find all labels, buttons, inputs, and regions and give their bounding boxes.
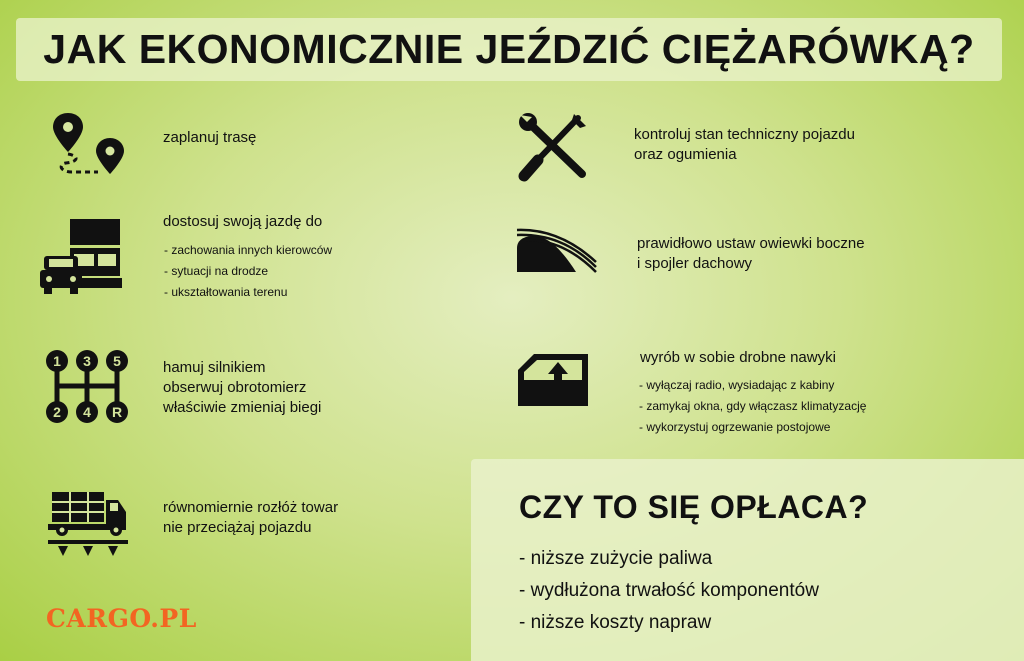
gear-label: 3 <box>83 353 91 369</box>
tip-spoiler-text <box>637 234 865 274</box>
wrench-screwdriver-icon <box>518 112 592 182</box>
truck-and-car-icon <box>38 216 126 296</box>
benefit-item: - niższe zużycie paliwa <box>519 548 713 569</box>
gear-label: 4 <box>83 404 91 420</box>
tip-route-text <box>163 128 256 148</box>
tip-habits-item: - wyłączaj radio, wysiadając z kabiny <box>639 378 835 392</box>
tip-habits-item: - wykorzystuj ogrzewanie postojowe <box>639 420 831 434</box>
tip-route-label: zaplanuj trasę <box>163 129 257 146</box>
tip-cargo-text <box>163 498 338 538</box>
gear-label: 1 <box>53 353 61 369</box>
tip-adjust-item: - ukształtowania terenu <box>164 285 288 299</box>
tip-technical-text <box>634 125 855 165</box>
benefits-panel <box>471 459 1024 661</box>
tip-engine-text <box>163 358 321 418</box>
tip-engine-line: właściwie zmieniaj biegi <box>163 399 322 416</box>
tip-spoiler-line: i spojler dachowy <box>637 255 753 272</box>
page-title: JAK EKONOMICZNIE JEŹDZIĆ CIĘŻARÓWKĄ? <box>43 26 975 72</box>
tip-adjust-text <box>163 212 322 232</box>
tip-habits-list <box>639 375 866 438</box>
benefit-item: - wydłużona trwałość komponentów <box>519 580 819 601</box>
tip-adjust-list <box>164 240 332 303</box>
gear-label: 2 <box>53 404 61 420</box>
car-window-icon <box>516 352 592 408</box>
benefits-list <box>519 543 819 639</box>
cargo-logo: CARGO.PL <box>46 604 197 633</box>
map-route-icon <box>50 112 130 178</box>
tip-cargo-line: nie przeciążaj pojazdu <box>163 519 312 536</box>
benefit-item: - niższe koszty napraw <box>519 612 712 633</box>
gearbox-icon <box>44 349 130 425</box>
title-banner <box>16 18 1002 81</box>
gear-label: R <box>111 404 123 420</box>
tip-spoiler-line: prawidłowo ustaw owiewki boczne <box>637 235 865 252</box>
tip-habits-text <box>640 348 836 368</box>
tip-habits-label: wyrób w sobie drobne nawyki <box>640 349 836 366</box>
loaded-truck-icon <box>46 490 130 560</box>
gear-label: 5 <box>113 353 121 369</box>
tip-adjust-label: dostosuj swoją jazdę do <box>163 213 323 230</box>
tip-engine-line: hamuj silnikiem <box>163 359 266 376</box>
tip-habits-item: - zamykaj okna, gdy włączasz klimatyzację <box>639 399 867 413</box>
tip-adjust-item: - sytuacji na drodze <box>164 264 269 278</box>
tip-technical-line: oraz ogumienia <box>634 146 737 163</box>
tip-cargo-line: równomiernie rozłóż towar <box>163 499 339 516</box>
spoiler-icon <box>514 226 600 278</box>
benefits-title: CZY TO SIĘ OPŁACA? <box>519 489 869 525</box>
tip-adjust-item: - zachowania innych kierowców <box>164 243 333 257</box>
tip-engine-line: obserwuj obrotomierz <box>163 379 307 396</box>
tip-technical-line: kontroluj stan techniczny pojazdu <box>634 126 855 143</box>
